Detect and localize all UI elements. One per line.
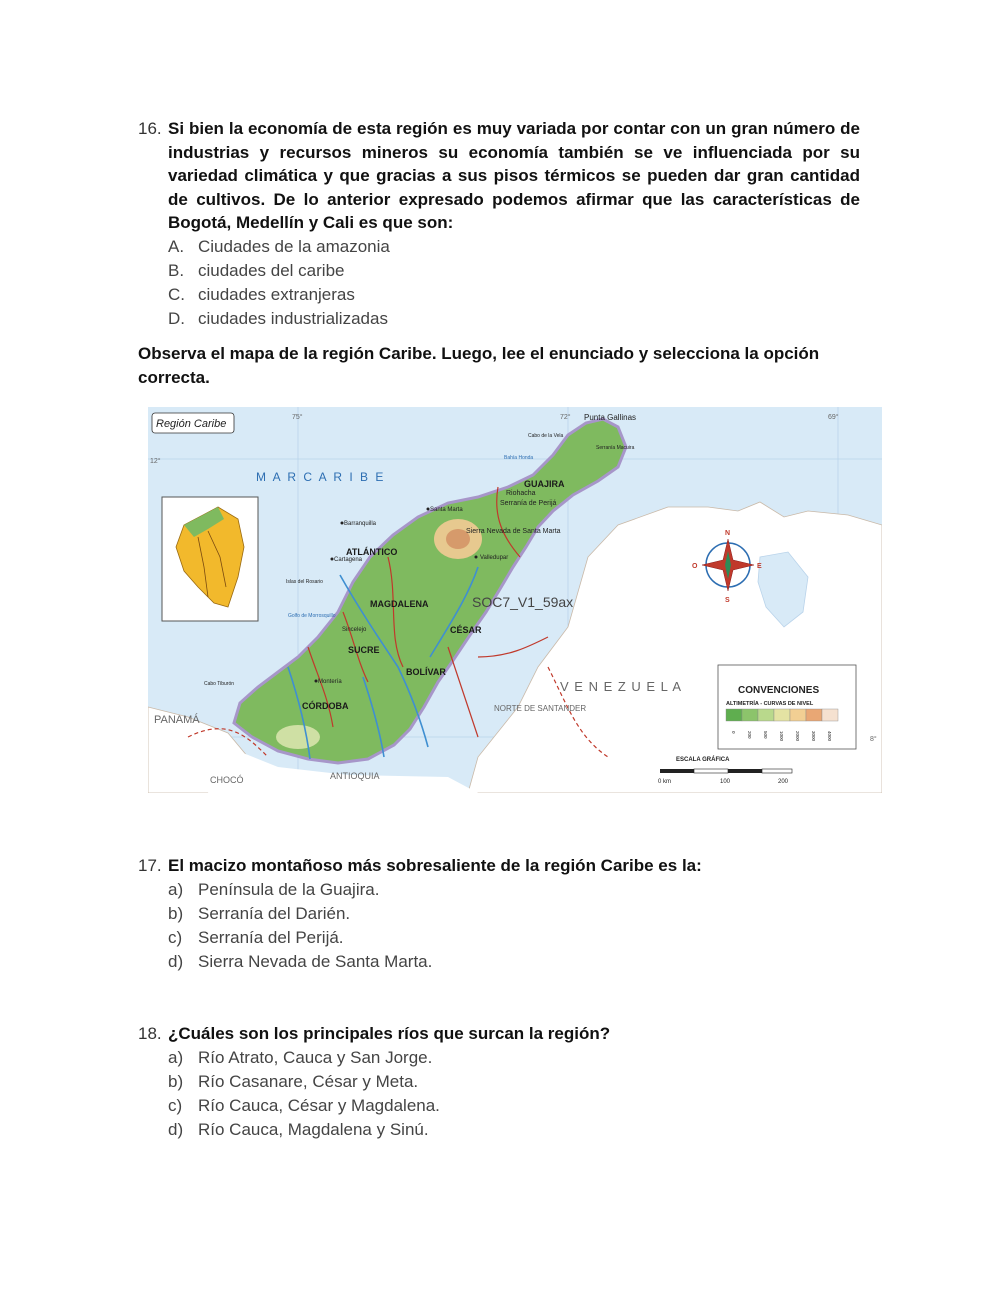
dept-atlantico: ATLÁNTICO xyxy=(346,547,398,557)
place-bahia-honda: Bahía Honda xyxy=(504,455,534,461)
legend-swatch xyxy=(742,709,758,721)
option-a[interactable]: a) Río Atrato, Cauca y San Jorge. xyxy=(168,1047,433,1067)
legend-value: 3000 xyxy=(811,731,816,742)
question-number: 16. xyxy=(138,119,162,138)
legend-value: 200 xyxy=(747,731,752,739)
legend-swatch xyxy=(806,709,822,721)
question-text: Si bien la economía de esta región es muy variada por contar con un gran número de industrias y recursos mineros su economía también se ve influenciada por su variedad climática y que gracias a sus pisos térmicos se pueden dar gran cantidad de cultivos. De lo anterior expresado podemos afirmar que las características de Bogotá, Medellín y Cali es que son: xyxy=(168,119,860,233)
legend-value: 0 xyxy=(731,731,736,734)
dept-cesar: CÉSAR xyxy=(450,625,482,635)
option-c[interactable]: c) Serranía del Perijá. xyxy=(168,927,344,947)
options-list xyxy=(138,878,860,974)
place-sierra-nevada: Sierra Nevada de Santa Marta xyxy=(466,528,561,535)
place-valledupar: Valledupar xyxy=(480,555,509,561)
option-b[interactable]: b) Serranía del Darién. xyxy=(168,903,351,923)
legend-value: 1000 xyxy=(779,731,784,742)
place-santa-marta: Santa Marta xyxy=(430,507,463,513)
option-b[interactable]: B. ciudades del caribe xyxy=(168,260,345,280)
map-title: Región Caribe xyxy=(156,418,227,430)
option-c[interactable]: c) Río Cauca, César y Magdalena. xyxy=(168,1095,440,1115)
antioquia-label: ANTIOQUIA xyxy=(330,771,380,781)
scale-tick-0: 0 km xyxy=(658,779,672,785)
options-list xyxy=(138,1046,860,1142)
venezuela-label: V E N E Z U E L A xyxy=(560,679,682,694)
legend-swatch xyxy=(774,709,790,721)
scale-tick-200: 200 xyxy=(778,779,789,785)
option-d[interactable]: d) Río Cauca, Magdalena y Sinú. xyxy=(168,1119,429,1139)
question-text: ¿Cuáles son los principales ríos que surcan la región? xyxy=(168,1024,611,1043)
coord-75: 75° xyxy=(292,414,303,421)
compass-e: E xyxy=(757,563,762,570)
map-instructions: Observa el mapa de la región Caribe. Luego, lee el enunciado y selecciona la opción correcta. xyxy=(138,344,820,387)
place-punta-gallinas: Punta Gallinas xyxy=(584,413,637,422)
map-code-watermark: SOC7_V1_59ax xyxy=(472,594,574,610)
sea-label: M A R C A R I B E xyxy=(256,470,386,484)
option-a[interactable]: A. Ciudades de la amazonia xyxy=(168,236,390,256)
panama-label: PANAMÁ xyxy=(154,714,200,726)
place-monteria: Montería xyxy=(318,679,342,685)
map-legend xyxy=(718,665,856,749)
question-16 xyxy=(138,117,860,331)
coord-12: 12° xyxy=(150,458,161,465)
option-b[interactable]: b) Río Casanare, César y Meta. xyxy=(168,1071,419,1091)
legend-value: 2000 xyxy=(795,731,800,742)
legend-value: 500 xyxy=(763,731,768,739)
compass-n: N xyxy=(725,530,731,537)
option-d[interactable]: D. ciudades industrializadas xyxy=(168,308,388,328)
legend-swatch xyxy=(822,709,838,721)
question-18 xyxy=(138,1022,860,1142)
question-number: 18. xyxy=(138,1024,162,1043)
place-sincelejo: Sincelejo xyxy=(342,627,367,633)
place-islas-rosario: Islas del Rosario xyxy=(286,579,323,585)
coord-72: 72° xyxy=(560,414,571,421)
place-macuira: Serranía Macuira xyxy=(596,445,635,451)
place-riohacha: Riohacha xyxy=(506,490,536,497)
legend-swatch xyxy=(790,709,806,721)
scale-title: ESCALA GRÁFICA xyxy=(676,757,730,763)
option-d[interactable]: d) Sierra Nevada de Santa Marta. xyxy=(168,951,433,971)
place-barranquilla: Barranquilla xyxy=(344,521,377,527)
question-text: El macizo montañoso más sobresaliente de la región Caribe es la: xyxy=(168,856,702,875)
scale-tick-100: 100 xyxy=(720,779,731,785)
option-c[interactable]: C. ciudades extranjeras xyxy=(168,284,355,304)
legend-swatch xyxy=(726,709,742,721)
compass-s: S xyxy=(725,597,730,604)
place-cabo-tiburon: Cabo Tiburón xyxy=(204,681,235,687)
dept-bolivar: BOLÍVAR xyxy=(406,667,446,677)
place-morrosquillo: Golfo de Morrosquillo xyxy=(288,613,336,619)
options-list xyxy=(138,235,860,331)
option-a[interactable]: a) Península de la Guajira. xyxy=(168,879,380,899)
legend-title: CONVENCIONES xyxy=(738,685,820,696)
caribbean-region-map xyxy=(148,407,882,793)
question-17 xyxy=(138,854,860,974)
place-perija: Serranía de Perijá xyxy=(500,500,557,507)
legend-swatch xyxy=(758,709,774,721)
dept-guajira: GUAJIRA xyxy=(524,479,565,489)
dept-cordoba: CÓRDOBA xyxy=(302,701,349,711)
compass-o: O xyxy=(692,563,698,570)
legend-subtitle: ALTIMETRÍA - CURVAS DE NIVEL xyxy=(726,701,814,707)
choco-label: CHOCÓ xyxy=(210,775,244,785)
dept-magdalena: MAGDALENA xyxy=(370,599,429,609)
dept-sucre: SUCRE xyxy=(348,645,380,655)
coord-69: 69° xyxy=(828,414,839,421)
place-cabo-vela: Cabo de la Vela xyxy=(528,433,564,439)
norte-santander-label: NORTE DE SANTANDER xyxy=(494,704,587,713)
legend-value: 4000 xyxy=(827,731,832,742)
question-number: 17. xyxy=(138,856,162,875)
place-cartagena: Cartagena xyxy=(334,557,363,563)
coord-8: 8° xyxy=(870,736,877,743)
